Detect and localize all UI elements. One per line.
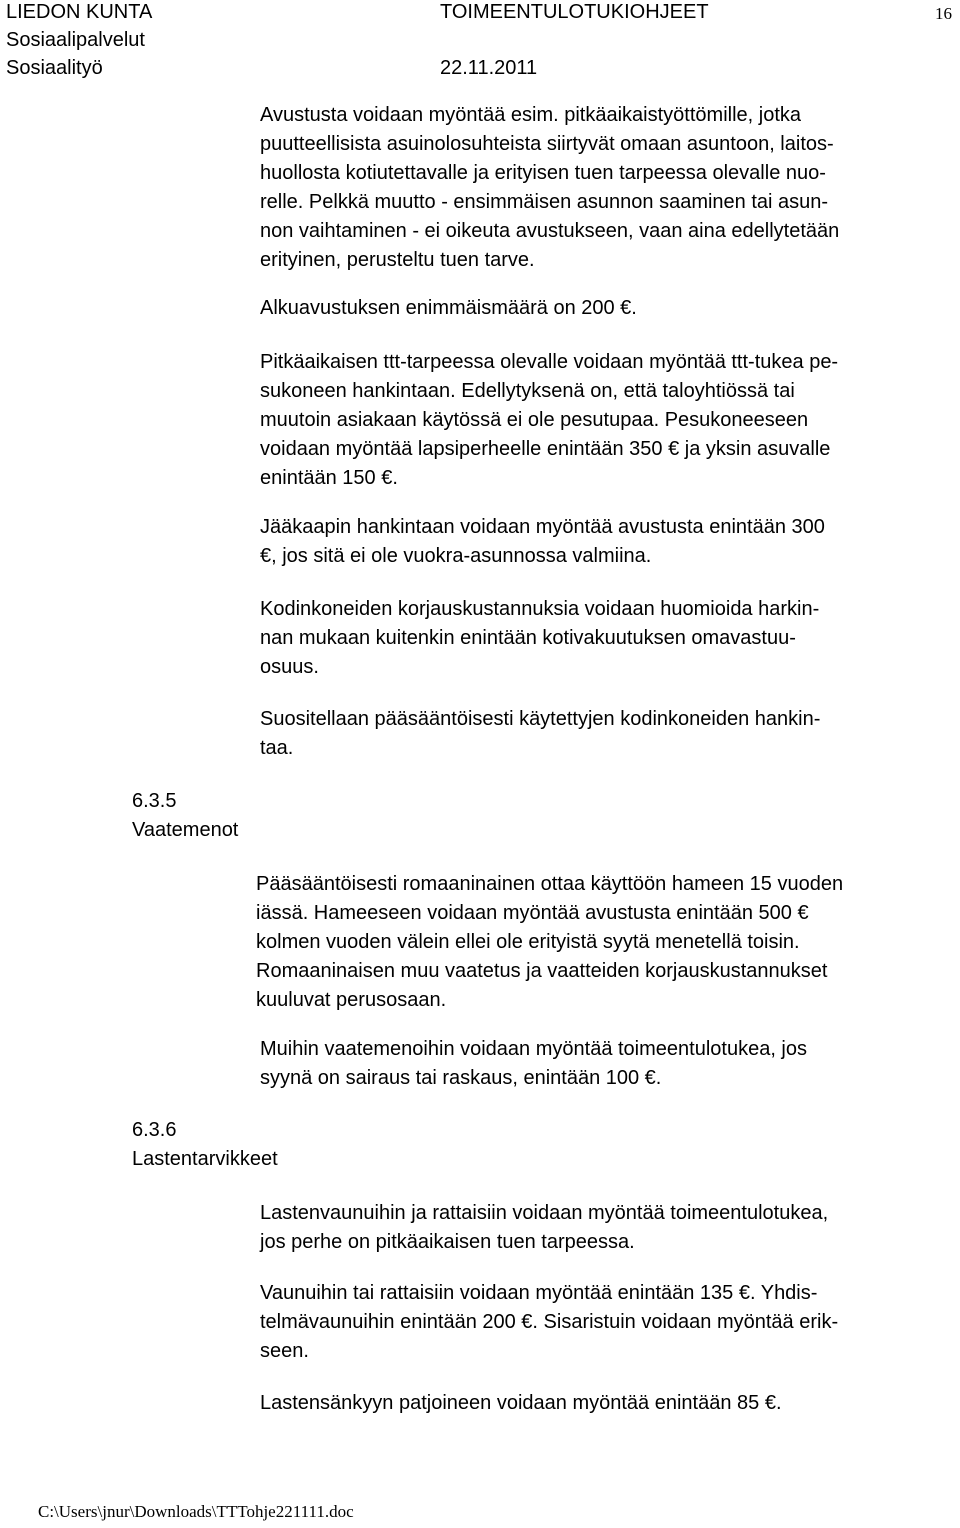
text-line: Vaunuihin tai rattaisiin voidaan myöntää enintään 135 €. Yhdis- <box>260 1282 818 1304</box>
text-line: €, jos sitä ei ole vuokra-asunnossa valmiina. <box>260 545 652 567</box>
text-line: Kodinkoneiden korjauskustannuksia voidaan huomioida harkin- <box>260 598 820 620</box>
text-line: erityinen, perusteltu tuen tarve. <box>260 249 535 271</box>
text-line: kolmen vuoden välein ellei ole erityistä syytä menetellä toisin. <box>256 931 800 953</box>
text-line: Avustusta voidaan myöntää esim. pitkäaikaistyöttömille, jotka <box>260 104 802 126</box>
text-line: puutteellisista asuinolosuhteista siirtyvät omaan asuntoon, laitos- <box>260 133 834 155</box>
paragraph-startup-grant <box>260 101 839 275</box>
paragraph-appliance-repair <box>260 595 819 682</box>
section-heading-lastentarvikkeet <box>132 1116 278 1174</box>
section-number: 6.3.6 <box>132 1119 177 1141</box>
text-line: kuuluvat perusosaan. <box>256 989 447 1011</box>
paragraph-max-amount <box>260 294 637 323</box>
text-line: iässä. Hameeseen voidaan myöntää avustusta enintään 500 € <box>256 902 809 924</box>
text-line: relle. Pelkkä muutto - ensimmäisen asunnon saaminen tai asun- <box>260 191 829 213</box>
page-number: 16 <box>935 4 952 23</box>
text-line: jos perhe on pitkäaikaisen tuen tarpeessa. <box>260 1231 635 1253</box>
paragraph-used-appliances <box>260 705 820 763</box>
text-line: syynä on sairaus tai raskaus, enintään 100 €. <box>260 1067 662 1089</box>
text-line: sukoneen hankintaan. Edellytyksenä on, että taloyhtiössä tai <box>260 380 795 402</box>
text-line: Lastensänkyyn patjoineen voidaan myöntää enintään 85 €. <box>260 1392 782 1414</box>
text-line: Muihin vaatemenoihin voidaan myöntää toimeentulotukea, jos <box>260 1038 808 1060</box>
footer-file-path: C:\Users\jnur\Downloads\TTTohje221111.doc <box>38 1502 354 1521</box>
org-name: LIEDON KUNTA <box>6 1 153 23</box>
paragraph-fridge <box>260 513 825 571</box>
document-title: TOIMEENTULOTUKIOHJEET <box>440 1 709 23</box>
paragraph-other-clothing <box>260 1035 807 1093</box>
paragraph-prams <box>260 1199 828 1257</box>
section-heading-vaatemenot <box>132 787 238 845</box>
text-line: Pääsääntöisesti romaaninainen ottaa käyttöön hameen 15 vuoden <box>256 873 844 895</box>
paragraph-washing-machine <box>260 348 838 493</box>
text-line: Romaaninaisen muu vaatetus ja vaatteiden korjauskustannukset <box>256 960 828 982</box>
text-line: seen. <box>260 1340 309 1362</box>
text-line: taa. <box>260 737 294 759</box>
text-line: muutoin asiakaan käytössä ei ole pesutupaa. Pesukoneeseen <box>260 409 809 431</box>
paragraph-crib <box>260 1389 782 1418</box>
text-line: huollosta kotiutettavalle ja erityisen tuen tarpeessa olevalle nuo- <box>260 162 826 184</box>
paragraph-pram-limits <box>260 1279 838 1366</box>
department: Sosiaalipalvelut <box>6 29 145 51</box>
text-line: Alkuavustuksen enimmäismäärä on 200 €. <box>260 297 637 319</box>
document-date: 22.11.2011 <box>440 57 538 79</box>
text-line: osuus. <box>260 656 319 678</box>
paragraph-romani-skirt <box>256 870 843 1015</box>
unit: Sosiaalityö <box>6 57 103 79</box>
section-number: 6.3.5 <box>132 790 177 812</box>
text-line: enintään 150 €. <box>260 467 398 489</box>
section-title: Vaatemenot <box>132 819 239 841</box>
section-title: Lastentarvikkeet <box>132 1148 278 1170</box>
text-line: Pitkäaikaisen ttt-tarpeessa olevalle voidaan myöntää ttt-tukea pe- <box>260 351 839 373</box>
text-line: nan mukaan kuitenkin enintään kotivakuutuksen omavastuu- <box>260 627 796 649</box>
text-line: telmävaunuihin enintään 200 €. Sisaristuin voidaan myöntää erik- <box>260 1311 839 1333</box>
text-line: Suositellaan pääsääntöisesti käytettyjen kodinkoneiden hankin- <box>260 708 821 730</box>
text-line: non vaihtaminen - ei oikeuta avustukseen, vaan aina edellytetään <box>260 220 840 242</box>
text-line: Lastenvaunuihin ja rattaisiin voidaan myöntää toimeentulotukea, <box>260 1202 829 1224</box>
text-line: Jääkaapin hankintaan voidaan myöntää avustusta enintään 300 <box>260 516 825 538</box>
text-line: voidaan myöntää lapsiperheelle enintään 350 € ja yksin asuvalle <box>260 438 831 460</box>
